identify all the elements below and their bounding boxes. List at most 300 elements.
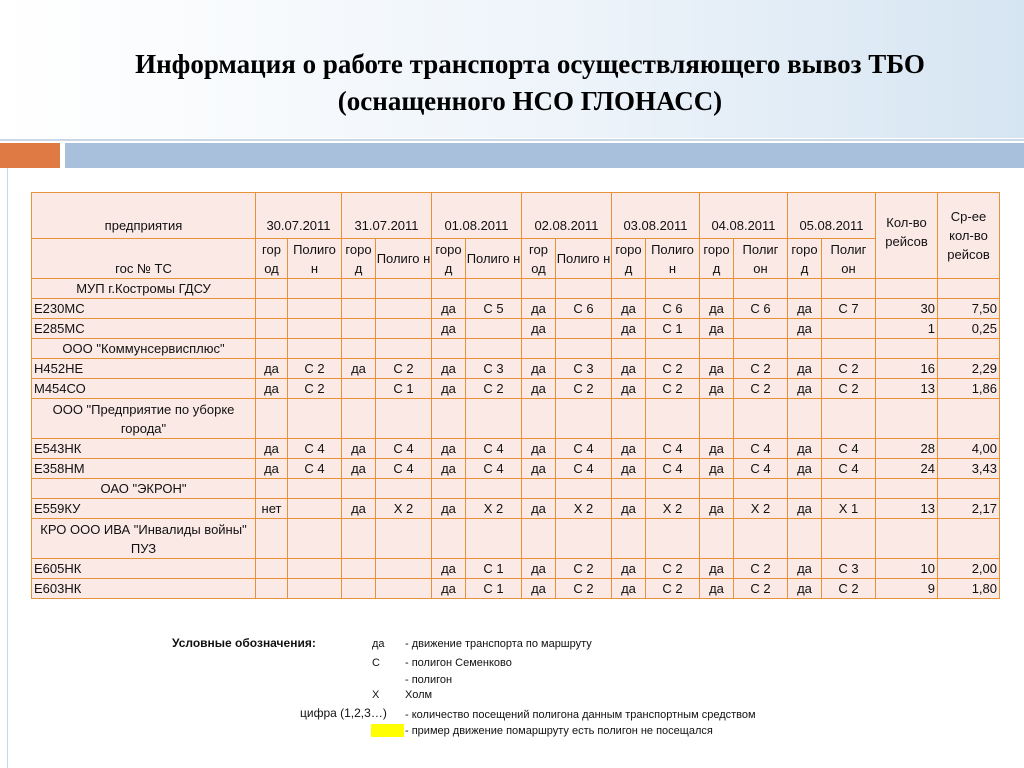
cell-city: да xyxy=(522,359,556,379)
cell-landfill: С 2 xyxy=(466,379,522,399)
group-row xyxy=(32,339,1000,359)
cell-landfill: С 1 xyxy=(646,319,700,339)
cell-landfill: С 2 xyxy=(734,559,788,579)
table-row xyxy=(32,319,1000,339)
cell-city: да xyxy=(612,439,646,459)
cell-landfill xyxy=(646,479,700,499)
cell-landfill xyxy=(556,319,612,339)
cell-avg-trips: 7,50 xyxy=(938,299,1000,319)
enterprise-name: ОАО "ЭКРОН" xyxy=(32,479,256,499)
cell-city: да xyxy=(612,459,646,479)
cell-city: да xyxy=(788,499,822,519)
cell-avg-trips: 3,43 xyxy=(938,459,1000,479)
cell-city: да xyxy=(522,559,556,579)
table-row xyxy=(32,299,1000,319)
cell-city xyxy=(432,519,466,559)
cell-city xyxy=(700,479,734,499)
header-trips: Кол-во рейсов xyxy=(876,193,938,279)
sub-landfill: Полиг он xyxy=(734,239,788,279)
sub-city: горо д xyxy=(612,239,646,279)
cell-landfill xyxy=(646,399,700,439)
cell-city xyxy=(612,519,646,559)
cell-landfill: С 4 xyxy=(822,439,876,459)
header-row-sub xyxy=(32,239,1000,279)
sub-landfill: Полиго н xyxy=(466,239,522,279)
cell-landfill: С 2 xyxy=(556,559,612,579)
cell-city xyxy=(342,379,376,399)
cell-city xyxy=(342,559,376,579)
cell-city xyxy=(788,399,822,439)
cell-avg-trips xyxy=(938,519,1000,559)
cell-city: да xyxy=(700,379,734,399)
cell-city: да xyxy=(788,379,822,399)
sub-city: горо д xyxy=(700,239,734,279)
cell-landfill: Х 1 xyxy=(822,499,876,519)
sub-city: гор од xyxy=(256,239,288,279)
header-separator xyxy=(0,139,1024,141)
cell-landfill xyxy=(556,479,612,499)
cell-city: да xyxy=(522,379,556,399)
cell-city: да xyxy=(788,439,822,459)
cell-landfill: С 6 xyxy=(734,299,788,319)
cell-landfill: С 7 xyxy=(822,299,876,319)
cell-landfill xyxy=(822,479,876,499)
cell-city xyxy=(522,479,556,499)
vehicle-plate: М454СО xyxy=(32,379,256,399)
legend-text: - полигон Семенково xyxy=(405,657,512,669)
cell-city xyxy=(612,339,646,359)
cell-landfill xyxy=(376,299,432,319)
header-date: 03.08.2011 xyxy=(612,193,700,239)
cell-city xyxy=(700,279,734,299)
cell-trips xyxy=(876,339,938,359)
cell-landfill xyxy=(556,519,612,559)
cell-trips xyxy=(876,479,938,499)
cell-city: да xyxy=(788,319,822,339)
cell-avg-trips: 1,80 xyxy=(938,579,1000,599)
cell-trips: 28 xyxy=(876,439,938,459)
vehicle-plate: Е543НК xyxy=(32,439,256,459)
cell-city xyxy=(522,279,556,299)
title-line-2: (оснащенного НСО ГЛОНАСС) xyxy=(337,86,723,116)
cell-trips xyxy=(876,399,938,439)
cell-landfill xyxy=(376,579,432,599)
cell-landfill: С 1 xyxy=(466,559,522,579)
cell-city: да xyxy=(432,299,466,319)
cell-landfill: С 2 xyxy=(822,579,876,599)
cell-city xyxy=(342,299,376,319)
cell-landfill: С 2 xyxy=(734,379,788,399)
cell-landfill xyxy=(288,319,342,339)
cell-landfill xyxy=(466,319,522,339)
cell-landfill xyxy=(466,519,522,559)
cell-landfill xyxy=(376,479,432,499)
cell-landfill xyxy=(288,559,342,579)
cell-landfill xyxy=(822,319,876,339)
cell-city: да xyxy=(612,319,646,339)
cell-avg-trips xyxy=(938,399,1000,439)
cell-avg-trips: 1,86 xyxy=(938,379,1000,399)
sub-landfill: Полиго н xyxy=(376,239,432,279)
sub-landfill: Полиго н xyxy=(288,239,342,279)
legend-key: да xyxy=(372,638,385,650)
cell-landfill xyxy=(822,399,876,439)
cell-landfill: С 3 xyxy=(556,359,612,379)
cell-city xyxy=(788,279,822,299)
table-row xyxy=(32,559,1000,579)
cell-landfill: С 4 xyxy=(466,459,522,479)
cell-landfill xyxy=(376,339,432,359)
table-row xyxy=(32,379,1000,399)
cell-city: да xyxy=(700,499,734,519)
cell-city xyxy=(342,479,376,499)
group-row xyxy=(32,279,1000,299)
group-row xyxy=(32,399,1000,439)
cell-city xyxy=(612,479,646,499)
cell-city: да xyxy=(432,499,466,519)
cell-city: да xyxy=(612,499,646,519)
cell-city: да xyxy=(256,439,288,459)
cell-city: да xyxy=(700,579,734,599)
cell-avg-trips xyxy=(938,479,1000,499)
header-avg-trips: Ср-ее кол-во рейсов xyxy=(938,193,1000,279)
cell-city xyxy=(522,399,556,439)
cell-city: да xyxy=(432,319,466,339)
cell-avg-trips: 2,17 xyxy=(938,499,1000,519)
cell-city xyxy=(432,279,466,299)
cell-landfill xyxy=(466,399,522,439)
cell-city xyxy=(256,319,288,339)
cell-city xyxy=(256,479,288,499)
cell-city xyxy=(342,319,376,339)
cell-avg-trips: 4,00 xyxy=(938,439,1000,459)
cell-city xyxy=(700,519,734,559)
cell-landfill xyxy=(646,339,700,359)
legend xyxy=(0,628,1024,768)
cell-city: да xyxy=(788,459,822,479)
cell-city: да xyxy=(788,299,822,319)
cell-landfill: С 4 xyxy=(376,459,432,479)
cell-landfill: С 4 xyxy=(288,459,342,479)
cell-landfill xyxy=(646,279,700,299)
cell-city xyxy=(700,399,734,439)
cell-city: нет xyxy=(256,499,288,519)
cell-landfill xyxy=(556,279,612,299)
slide-title xyxy=(60,46,1000,120)
cell-city xyxy=(256,399,288,439)
cell-landfill: С 6 xyxy=(646,299,700,319)
cell-landfill: С 3 xyxy=(822,559,876,579)
cell-landfill: С 4 xyxy=(734,439,788,459)
cell-city: да xyxy=(788,579,822,599)
cell-city: да xyxy=(342,359,376,379)
header-enterprise: предприятия xyxy=(32,193,256,239)
cell-landfill: С 4 xyxy=(466,439,522,459)
cell-city: да xyxy=(700,559,734,579)
cell-landfill: С 1 xyxy=(376,379,432,399)
cell-trips: 10 xyxy=(876,559,938,579)
cell-landfill: С 4 xyxy=(646,439,700,459)
cell-city xyxy=(342,399,376,439)
cell-landfill: С 4 xyxy=(822,459,876,479)
cell-city xyxy=(256,339,288,359)
enterprise-name: ООО "Коммунсервисплюс" xyxy=(32,339,256,359)
cell-landfill xyxy=(646,519,700,559)
cell-landfill xyxy=(376,399,432,439)
cell-landfill: С 2 xyxy=(288,379,342,399)
cell-landfill xyxy=(556,399,612,439)
cell-city: да xyxy=(432,359,466,379)
accent-bar-orange xyxy=(0,143,60,168)
cell-landfill: С 2 xyxy=(556,379,612,399)
cell-city: да xyxy=(432,439,466,459)
cell-city xyxy=(432,479,466,499)
cell-landfill: С 2 xyxy=(734,359,788,379)
sub-landfill: Полиг он xyxy=(822,239,876,279)
cell-city: да xyxy=(522,439,556,459)
cell-city: да xyxy=(522,319,556,339)
cell-landfill: С 2 xyxy=(646,559,700,579)
cell-landfill xyxy=(734,399,788,439)
cell-avg-trips xyxy=(938,339,1000,359)
header-date: 04.08.2011 xyxy=(700,193,788,239)
vehicle-plate: Е559КУ xyxy=(32,499,256,519)
cell-city xyxy=(256,519,288,559)
cell-landfill xyxy=(376,279,432,299)
cell-city xyxy=(256,579,288,599)
vehicle-plate: Е603НК xyxy=(32,579,256,599)
cell-city: да xyxy=(522,579,556,599)
legend-key: Х xyxy=(372,689,380,701)
cell-city xyxy=(788,339,822,359)
cell-landfill: С 4 xyxy=(376,439,432,459)
legend-text: - количество посещений полигона данным транспортным средством xyxy=(405,709,756,721)
cell-landfill: Х 2 xyxy=(556,499,612,519)
sub-city: горо д xyxy=(342,239,376,279)
sub-city: горо д xyxy=(788,239,822,279)
cell-landfill xyxy=(288,479,342,499)
cell-trips: 13 xyxy=(876,379,938,399)
cell-landfill xyxy=(376,319,432,339)
cell-city xyxy=(256,299,288,319)
slide-header xyxy=(0,0,1024,138)
cell-city xyxy=(788,479,822,499)
cell-landfill: Х 2 xyxy=(376,499,432,519)
cell-avg-trips: 0,25 xyxy=(938,319,1000,339)
sub-landfill: Полиго н xyxy=(556,239,612,279)
cell-landfill: С 4 xyxy=(556,459,612,479)
header-plate: гос № ТС xyxy=(32,239,256,279)
cell-city: да xyxy=(700,439,734,459)
cell-trips: 24 xyxy=(876,459,938,479)
cell-landfill: С 4 xyxy=(288,439,342,459)
cell-city: да xyxy=(342,439,376,459)
table-row xyxy=(32,459,1000,479)
cell-city: да xyxy=(700,359,734,379)
cell-city: да xyxy=(700,299,734,319)
cell-trips xyxy=(876,279,938,299)
cell-landfill xyxy=(734,339,788,359)
cell-landfill xyxy=(288,519,342,559)
cell-trips: 9 xyxy=(876,579,938,599)
group-row xyxy=(32,519,1000,559)
cell-landfill: С 2 xyxy=(646,379,700,399)
cell-city: да xyxy=(342,459,376,479)
cell-avg-trips: 2,00 xyxy=(938,559,1000,579)
cell-landfill xyxy=(734,279,788,299)
cell-city: да xyxy=(522,459,556,479)
cell-city: да xyxy=(342,499,376,519)
cell-city: да xyxy=(612,299,646,319)
sub-landfill: Полиго н xyxy=(646,239,700,279)
cell-city: да xyxy=(256,359,288,379)
cell-landfill xyxy=(376,559,432,579)
cell-landfill: С 2 xyxy=(376,359,432,379)
sub-city: горо д xyxy=(432,239,466,279)
cell-landfill xyxy=(288,399,342,439)
table-row xyxy=(32,499,1000,519)
cell-landfill xyxy=(466,279,522,299)
cell-city xyxy=(612,279,646,299)
vehicle-plate: Н452НЕ xyxy=(32,359,256,379)
cell-city: да xyxy=(256,459,288,479)
cell-city: да xyxy=(432,579,466,599)
enterprise-name: МУП г.Костромы ГДСУ xyxy=(32,279,256,299)
cell-landfill: С 2 xyxy=(822,379,876,399)
accent-bar-blue xyxy=(65,143,1024,168)
cell-trips xyxy=(876,519,938,559)
cell-landfill: С 2 xyxy=(288,359,342,379)
enterprise-name: ООО "Предприятие по уборке города" xyxy=(32,399,256,439)
header-date: 02.08.2011 xyxy=(522,193,612,239)
table-row xyxy=(32,579,1000,599)
cell-landfill: С 2 xyxy=(822,359,876,379)
cell-landfill xyxy=(466,479,522,499)
cell-city xyxy=(522,519,556,559)
cell-city xyxy=(342,579,376,599)
cell-landfill: С 2 xyxy=(556,579,612,599)
cell-landfill: С 4 xyxy=(734,459,788,479)
cell-trips: 13 xyxy=(876,499,938,519)
legend-text: Холм xyxy=(405,689,433,701)
cell-city: да xyxy=(612,379,646,399)
cell-landfill: С 3 xyxy=(466,359,522,379)
header-date: 30.07.2011 xyxy=(256,193,342,239)
cell-landfill: С 5 xyxy=(466,299,522,319)
cell-city: да xyxy=(700,319,734,339)
cell-avg-trips xyxy=(938,279,1000,299)
cell-landfill xyxy=(734,519,788,559)
cell-landfill: С 2 xyxy=(646,359,700,379)
cell-city: да xyxy=(432,379,466,399)
table-row xyxy=(32,439,1000,459)
cell-landfill: С 2 xyxy=(646,579,700,599)
cell-city: да xyxy=(522,499,556,519)
cell-landfill xyxy=(734,319,788,339)
cell-avg-trips: 2,29 xyxy=(938,359,1000,379)
cell-city xyxy=(256,559,288,579)
cell-city xyxy=(256,279,288,299)
legend-text: - пример движение помаршруту есть полигон не посещался xyxy=(405,725,713,737)
cell-trips: 30 xyxy=(876,299,938,319)
header-date: 31.07.2011 xyxy=(342,193,432,239)
cell-city: да xyxy=(256,379,288,399)
cell-city xyxy=(788,519,822,559)
cell-landfill xyxy=(734,479,788,499)
cell-city: да xyxy=(788,359,822,379)
cell-city xyxy=(432,399,466,439)
cell-landfill xyxy=(288,499,342,519)
enterprise-name: КРО ООО ИВА "Инвалиды войны" ПУЗ xyxy=(32,519,256,559)
cell-landfill: Х 2 xyxy=(466,499,522,519)
cell-landfill xyxy=(376,519,432,559)
cell-city xyxy=(342,339,376,359)
cell-city: да xyxy=(432,559,466,579)
cell-trips: 16 xyxy=(876,359,938,379)
vehicle-plate: Е605НК xyxy=(32,559,256,579)
cell-landfill: С 4 xyxy=(646,459,700,479)
vehicle-plate: Е358НМ xyxy=(32,459,256,479)
cell-city xyxy=(612,399,646,439)
cell-landfill xyxy=(288,579,342,599)
group-row xyxy=(32,479,1000,499)
vehicle-plate: Е285МС xyxy=(32,319,256,339)
cell-trips: 1 xyxy=(876,319,938,339)
cell-landfill xyxy=(288,299,342,319)
cell-landfill: Х 2 xyxy=(734,499,788,519)
cell-city: да xyxy=(522,299,556,319)
cell-landfill xyxy=(822,339,876,359)
legend-title: Условные обозначения: xyxy=(172,636,316,650)
cell-city xyxy=(432,339,466,359)
cell-city xyxy=(342,279,376,299)
sub-city: гор од xyxy=(522,239,556,279)
cell-landfill xyxy=(288,339,342,359)
cell-landfill: С 6 xyxy=(556,299,612,319)
header-date: 05.08.2011 xyxy=(788,193,876,239)
cell-landfill: С 1 xyxy=(466,579,522,599)
cell-landfill xyxy=(466,339,522,359)
title-line-1: Информация о работе транспорта осуществляющего вывоз ТБО xyxy=(135,49,925,79)
cell-landfill xyxy=(556,339,612,359)
legend-key: С xyxy=(372,657,380,669)
table-row xyxy=(32,359,1000,379)
legend-text: - движение транспорта по маршруту xyxy=(405,638,592,650)
cell-city xyxy=(342,519,376,559)
header-row-dates xyxy=(32,193,1000,239)
cell-city: да xyxy=(700,459,734,479)
cell-city: да xyxy=(788,559,822,579)
cell-landfill xyxy=(822,519,876,559)
cell-landfill xyxy=(822,279,876,299)
vehicle-plate: Е230МС xyxy=(32,299,256,319)
transport-table xyxy=(31,192,1000,599)
legend-yellow-swatch xyxy=(371,724,404,737)
legend-text: - полигон xyxy=(405,674,453,686)
cell-city: да xyxy=(612,579,646,599)
cell-city: да xyxy=(432,459,466,479)
cell-landfill: С 4 xyxy=(556,439,612,459)
cell-city: да xyxy=(612,559,646,579)
cell-city xyxy=(522,339,556,359)
cell-city: да xyxy=(612,359,646,379)
cell-city xyxy=(700,339,734,359)
cell-landfill: С 2 xyxy=(734,579,788,599)
header-date: 01.08.2011 xyxy=(432,193,522,239)
cell-landfill: Х 2 xyxy=(646,499,700,519)
cell-landfill xyxy=(288,279,342,299)
legend-key: цифра (1,2,3…) xyxy=(300,706,387,720)
